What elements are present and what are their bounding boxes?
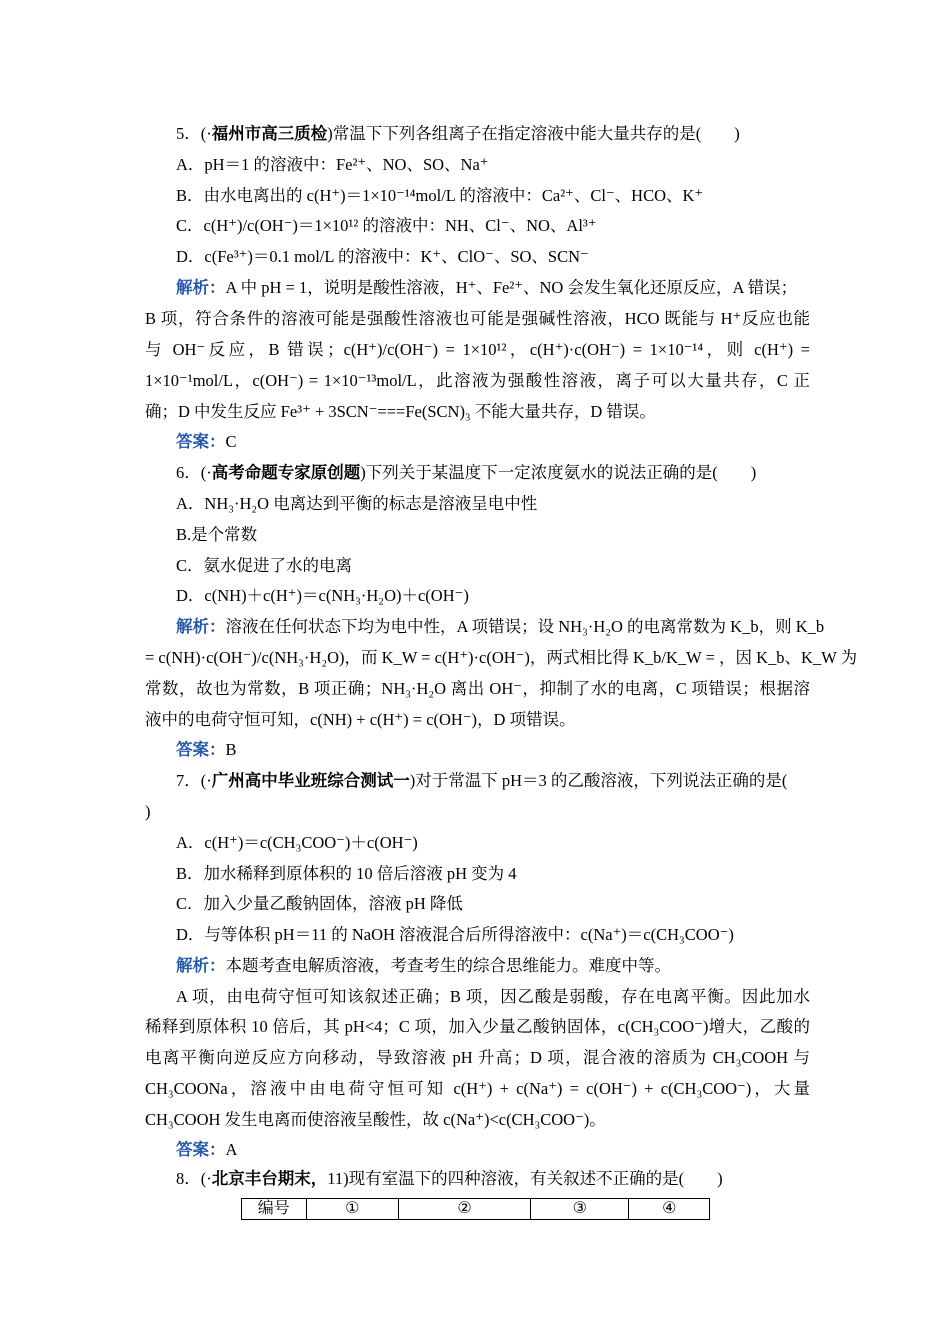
q7-analysis-line-4: CH₃COONa，溶液中由电荷守恒可知 c(H⁺) + c(Na⁺) = c(OH⁻) + c(CH₃COO⁻)，大量 <box>145 1079 810 1098</box>
q5-analysis-line-2: B 项，符合条件的溶液可能是强酸性溶液也可能是强碱性溶液，HCO 既能与 H⁺反应也能 <box>145 309 810 328</box>
answer-label: 答案： <box>176 740 226 759</box>
q7-source: 广州高中毕业班综合测试一 <box>211 771 410 790</box>
q7-stem-end: ) <box>145 802 151 821</box>
answer-label: 答案： <box>176 1140 226 1159</box>
q6-analysis-line-2: = c(NH)·c(OH⁻)/c(NH₃·H₂O)，而 K_W = c(H⁺)·c(OH⁻)，两式相比得 K_b/K_W = ，因 K_b、K_W 为 <box>145 648 858 667</box>
q7-analysis-line-3: 电离平衡向逆反应方向移动，导致溶液 pH 升高；D 项，混合液的溶质为 CH₃COOH 与 <box>145 1048 810 1067</box>
q6-option-c: C．氨水促进了水的电离 <box>176 556 353 575</box>
q5-stem: 5．(·福州市高三质检)常温下下列各组离子在指定溶液中能大量共存的是( ) <box>176 124 740 143</box>
q5-analysis-line-3: 与 OH⁻反应，B 错误；c(H⁺)/c(OH⁻) = 1×10¹²，c(H⁺)·c(OH⁻) = 1×10⁻¹⁴，则 c(H⁺) = <box>145 340 810 359</box>
analysis-label: 解析： <box>176 956 226 975</box>
q6-analysis-line-3: 常数，故也为常数，B 项正确；NH₃·H₂O 离出 OH⁻，抑制了水的电离，C 项错误；根据溶 <box>145 679 810 698</box>
q6-analysis-line-4: 液中的电荷守恒可知，c(NH) + c(H⁺) = c(OH⁻)，D 项错误。 <box>145 710 576 729</box>
q5-option-c: C．c(H⁺)/c(OH⁻)＝1×10¹² 的溶液中：NH、Cl⁻、NO、Al³⁺ <box>176 216 597 235</box>
table-header-row <box>242 1199 710 1220</box>
q6-option-b: B.是个常数 <box>176 525 258 544</box>
analysis-label: 解析： <box>176 278 226 297</box>
q6-option-a: A．NH₃·H₂O 电离达到平衡的标志是溶液呈电中性 <box>176 494 538 513</box>
q5-analysis-line-1: 解析：A 中 pH = 1，说明是酸性溶液，H⁺、Fe²⁺、NO 会发生氧化还原反应，A 错误； <box>176 278 798 297</box>
q6-answer: 答案：B <box>176 740 237 759</box>
table-header-cell: 编号 <box>242 1199 307 1220</box>
q7-option-c: C．加入少量乙酸钠固体，溶液 pH 降低 <box>176 894 463 913</box>
q7-analysis-intro: 解析：本题考查电解质溶液，考查考生的综合思维能力。难度中等。 <box>176 956 671 975</box>
q5-answer: 答案：C <box>176 432 237 451</box>
q6-stem: 6．(·高考命题专家原创题)下列关于某温度下一定浓度氨水的说法正确的是( ) <box>176 463 757 482</box>
q7-option-b: B．加水稀释到原体积的 10 倍后溶液 pH 变为 4 <box>176 864 517 883</box>
q5-option-d: D．c(Fe³⁺)＝0.1 mol/L 的溶液中：K⁺、ClO⁻、SO、SCN⁻ <box>176 247 589 266</box>
q7-analysis-line-5: CH₃COOH 发生电离而使溶液呈酸性，故 c(Na⁺)<c(CH₃COO⁻)。 <box>145 1110 606 1129</box>
q7-stem: 7．(·广州高中毕业班综合测试一)对于常温下 pH＝3 的乙酸溶液，下列说法正确的是( <box>176 771 788 790</box>
q8-solution-table <box>241 1198 710 1220</box>
table-header-cell: ④ <box>629 1199 710 1220</box>
q6-option-d: D．c(NH)＋c(H⁺)＝c(NH₃·H₂O)＋c(OH⁻) <box>176 586 469 605</box>
q5-analysis-line-4: 1×10⁻¹mol/L，c(OH⁻) = 1×10⁻¹³mol/L，此溶液为强酸性溶液，离子可以大量共存，C 正 <box>145 371 810 390</box>
q5-source: 福州市高三质检 <box>211 124 328 143</box>
q5-option-a: A．pH＝1 的溶液中：Fe²⁺、NO、SO、Na⁺ <box>176 155 489 174</box>
q6-analysis-line-1: 解析：溶液在任何状态下均为电中性，A 项错误；设 NH₃·H₂O 的电离常数为 K_b，则 K_b <box>176 617 825 636</box>
q7-answer: 答案：A <box>176 1140 238 1159</box>
q6-source: 高考命题专家原创题 <box>211 463 361 482</box>
q5-analysis-line-5: 确；D 中发生反应 Fe³⁺ + 3SCN⁻===Fe(SCN)₃ 不能大量共存，D 错误。 <box>145 402 656 421</box>
answer-label: 答案： <box>176 432 226 451</box>
q7-analysis-line-2: 稀释到原体积 10 倍后，其 pH<4；C 项，加入少量乙酸钠固体，c(CH₃COO⁻)增大，乙酸的 <box>145 1017 810 1036</box>
table-header-cell: ② <box>399 1199 531 1220</box>
table-header-cell: ① <box>306 1199 398 1220</box>
q8-source: 北京丰台期末， <box>211 1169 328 1188</box>
q5-option-b: B．由水电离出的 c(H⁺)＝1×10⁻¹⁴mol/L 的溶液中：Ca²⁺、Cl⁻、HCO、K⁺ <box>176 186 704 205</box>
q7-analysis-line-1: A 项，由电荷守恒可知该叙述正确；B 项，因乙酸是弱酸，存在电离平衡。因此加水 <box>176 987 810 1006</box>
q7-option-a: A．c(H⁺)＝c(CH₃COO⁻)＋c(OH⁻) <box>176 833 418 852</box>
table-header-cell: ③ <box>531 1199 629 1220</box>
analysis-label: 解析： <box>176 617 226 636</box>
q8-stem: 8．(·北京丰台期末，11)现有室温下的四种溶液，有关叙述不正确的是( ) <box>176 1169 723 1188</box>
q7-option-d: D．与等体积 pH＝11 的 NaOH 溶液混合后所得溶液中：c(Na⁺)＝c(CH₃COO⁻) <box>176 925 734 944</box>
